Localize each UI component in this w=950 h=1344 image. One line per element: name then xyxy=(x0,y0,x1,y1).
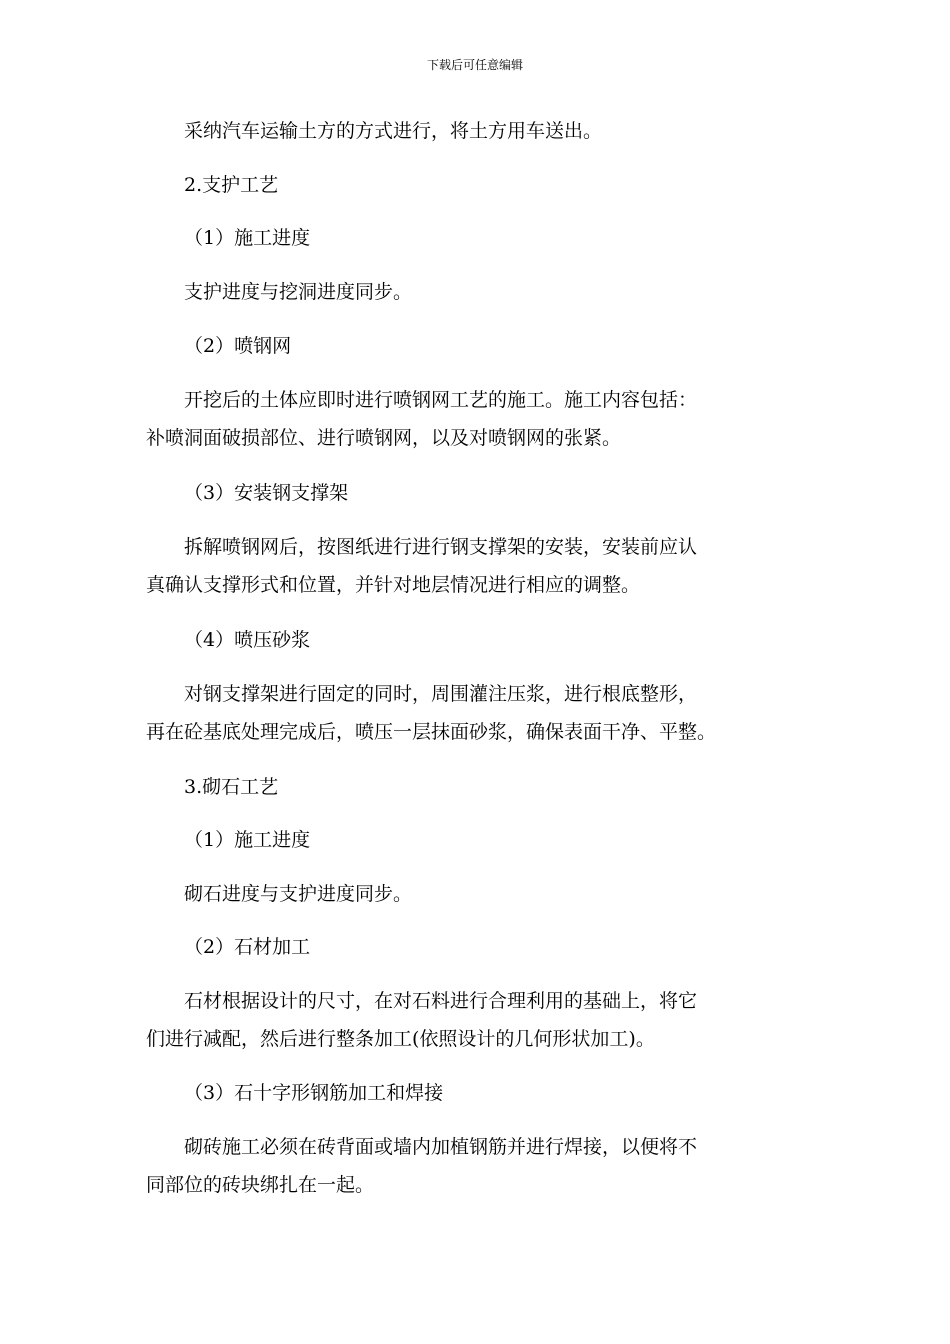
paragraph-6 xyxy=(146,875,816,913)
paragraph-5 xyxy=(146,675,816,751)
text-line: （4）喷压砂浆 xyxy=(184,629,311,651)
paragraph-2 xyxy=(146,273,816,311)
text-line: 3.砌石工艺 xyxy=(184,776,279,798)
subheading-4 xyxy=(146,621,816,659)
text-line: （2）喷钢网 xyxy=(184,335,292,357)
subheading-5 xyxy=(146,821,816,859)
text-line: （3）安装钢支撑架 xyxy=(184,482,349,504)
subheading-6 xyxy=(146,928,816,966)
subheading-1 xyxy=(146,219,816,257)
text-line: 砌石进度与支护进度同步。 xyxy=(184,883,413,905)
subheading-7 xyxy=(146,1074,816,1112)
text-line: 支护进度与挖洞进度同步。 xyxy=(184,281,413,303)
paragraph-8 xyxy=(146,1128,816,1204)
text-line: 对钢支撑架进行固定的同时，周围灌注压浆，进行根底整形， xyxy=(184,683,698,705)
paragraph-1 xyxy=(146,112,816,150)
text-line: （1）施工进度 xyxy=(184,829,311,851)
text-line: 采纳汽车运输土方的方式进行，将土方用车送出。 xyxy=(184,120,603,142)
subheading-3 xyxy=(146,474,816,512)
text-line: 石材根据设计的尺寸，在对石料进行合理利用的基础上，将它 xyxy=(184,990,698,1012)
text-line: 开挖后的土体应即时进行喷钢网工艺的施工。施工内容包括： xyxy=(184,389,698,411)
page-header: 下载后可任意编辑 xyxy=(426,58,523,72)
text-line: 真确认支撑形式和位置，并针对地层情况进行相应的调整。 xyxy=(146,574,641,596)
text-line: 补喷洞面破损部位、进行喷钢网，以及对喷钢网的张紧。 xyxy=(146,427,622,449)
text-line: 们进行减配，然后进行整条加工(依照设计的几何形状加工)。 xyxy=(146,1028,655,1050)
text-line: 2.支护工艺 xyxy=(184,174,279,196)
text-line: （2）石材加工 xyxy=(184,936,311,958)
section-heading-2 xyxy=(146,166,816,204)
text-line: 拆解喷钢网后，按图纸进行进行钢支撑架的安装，安装前应认 xyxy=(184,536,698,558)
text-line: （3）石十字形钢筋加工和焊接 xyxy=(184,1082,444,1104)
section-heading-3 xyxy=(146,768,816,806)
text-line: （1）施工进度 xyxy=(184,227,311,249)
paragraph-3 xyxy=(146,381,816,457)
paragraph-7 xyxy=(146,982,816,1058)
text-line: 再在砼基底处理完成后，喷压一层抹面砂浆，确保表面干净、平整。 xyxy=(146,721,717,743)
text-line: 同部位的砖块绑扎在一起。 xyxy=(146,1174,375,1196)
subheading-2 xyxy=(146,327,816,365)
paragraph-4 xyxy=(146,528,816,604)
text-line: 砌砖施工必须在砖背面或墙内加植钢筋并进行焊接，以便将不 xyxy=(184,1136,698,1158)
